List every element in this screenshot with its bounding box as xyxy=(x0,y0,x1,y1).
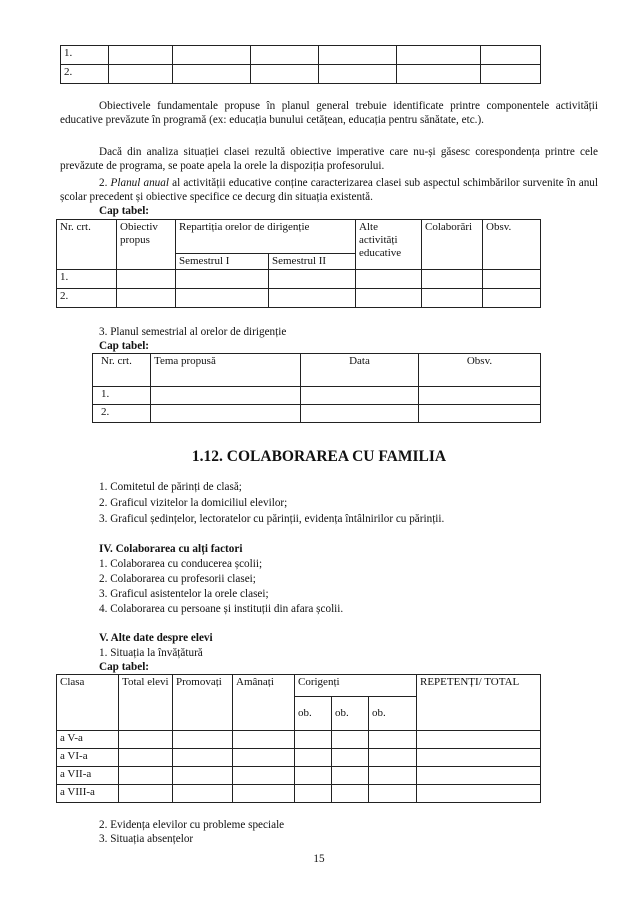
semester-plan-table xyxy=(92,353,541,423)
cap-tabel-label: Cap tabel: xyxy=(99,661,150,673)
situation-table xyxy=(56,674,541,803)
row-number: 2. xyxy=(57,289,117,308)
annual-plan-table xyxy=(56,219,541,308)
list-item: 1. Situația la învățătură xyxy=(99,647,203,659)
header-repartitia: Repartiția orelor de dirigenție xyxy=(176,220,356,254)
list-item: 3. Graficul ședințelor, lectoratelor cu părinții, evidența întâlnirilor cu părinții. xyxy=(99,513,445,525)
paragraph-objectives: Obiectivele fundamentale propuse în planul general trebuie identificate printre componentele activității educative prevăzute în programă (ex: educația bunului cetățean, educația pentru sănătate, etc.). xyxy=(60,100,598,126)
header-data: Data xyxy=(301,354,419,387)
header-ob: ob. xyxy=(295,697,332,731)
list-item: 1. Comitetul de părinți de clasă; xyxy=(99,481,242,493)
row-class: a VIII-a xyxy=(57,785,119,803)
list-item: 3. Situația absențelor xyxy=(99,833,194,845)
header-tema: Tema propusă xyxy=(151,354,301,387)
header-nr-crt: Nr. crt. xyxy=(57,220,117,270)
row-number: 1. xyxy=(57,270,117,289)
list-item: 4. Colaborarea cu persoane și instituții din afara școlii. xyxy=(99,603,344,615)
table-row xyxy=(57,767,541,785)
header-colaborari: Colaborări xyxy=(422,220,483,270)
table-row xyxy=(57,270,541,289)
section-4-title: IV. Colaborarea cu alți factori xyxy=(99,543,243,555)
list-item: 2. Evidența elevilor cu probleme speciale xyxy=(99,819,285,831)
table-row xyxy=(57,785,541,803)
table-row xyxy=(93,387,541,405)
header-promovati: Promovați xyxy=(173,675,233,731)
row-class: a VII-a xyxy=(57,767,119,785)
header-semestrul-2: Semestrul II xyxy=(269,254,356,270)
header-corigenti: Corigenți xyxy=(295,675,417,697)
row-number: 1. xyxy=(93,387,151,405)
header-clasa: Clasa xyxy=(57,675,119,731)
list-item: 3. Graficul asistentelor la orele clasei; xyxy=(99,588,269,600)
cap-tabel-label: Cap tabel: xyxy=(99,205,150,217)
header-amanati: Amânați xyxy=(233,675,295,731)
section-5-title: V. Alte date despre elevi xyxy=(99,632,213,644)
table-row xyxy=(57,749,541,767)
page-number: 15 xyxy=(313,853,325,865)
header-total-elevi: Total elevi xyxy=(119,675,173,731)
section-heading: 1.12. COLABORAREA CU FAMILIA xyxy=(191,448,447,465)
table-row xyxy=(61,46,541,65)
header-ob: ob. xyxy=(332,697,369,731)
list-item: 1. Colaborarea cu conducerea școlii; xyxy=(99,558,263,570)
header-alte-activitati: Alte activități educative xyxy=(356,220,422,270)
table-row xyxy=(57,289,541,308)
header-semestrul-1: Semestrul I xyxy=(176,254,269,270)
row-class: a VI-a xyxy=(57,749,119,767)
table-row xyxy=(93,405,541,423)
header-obsv: Obsv. xyxy=(483,220,541,270)
list-item: 2. Colaborarea cu profesorii clasei; xyxy=(99,573,256,585)
header-nr-crt: Nr. crt. xyxy=(93,354,151,387)
header-repetenti: REPETENȚI/ TOTAL xyxy=(417,675,541,731)
table-row xyxy=(57,731,541,749)
header-ob: ob. xyxy=(369,697,417,731)
header-obsv: Obsv. xyxy=(419,354,541,387)
top-table xyxy=(60,45,541,84)
paragraph-annual-plan: 2. Planul anual al activității educative conține caracterizarea clasei sub aspectul schimbărilor survenite în anul școlar precedent și obiective specifice ce decurg din situația existentă. xyxy=(60,177,598,203)
semester-plan-title: 3. Planul semestrial al orelor de dirigenție xyxy=(99,326,287,338)
header-obiectiv: Obiectiv propus xyxy=(117,220,176,270)
row-number: 1. xyxy=(61,46,109,65)
row-number: 2. xyxy=(93,405,151,423)
row-number: 2. xyxy=(61,65,109,84)
list-item: 2. Graficul vizitelor la domiciliul elevilor; xyxy=(99,497,288,509)
row-class: a V-a xyxy=(57,731,119,749)
table-row xyxy=(61,65,541,84)
cap-tabel-label: Cap tabel: xyxy=(99,340,150,352)
annual-plan-term: Planul anual xyxy=(110,177,169,189)
paragraph-analysis: Dacă din analiza situației clasei rezultă obiective imperative care nu-și găsesc corespondența printre cele prevăzute de programa, se poate apela la orele la dispoziția profesorului. xyxy=(60,146,598,172)
